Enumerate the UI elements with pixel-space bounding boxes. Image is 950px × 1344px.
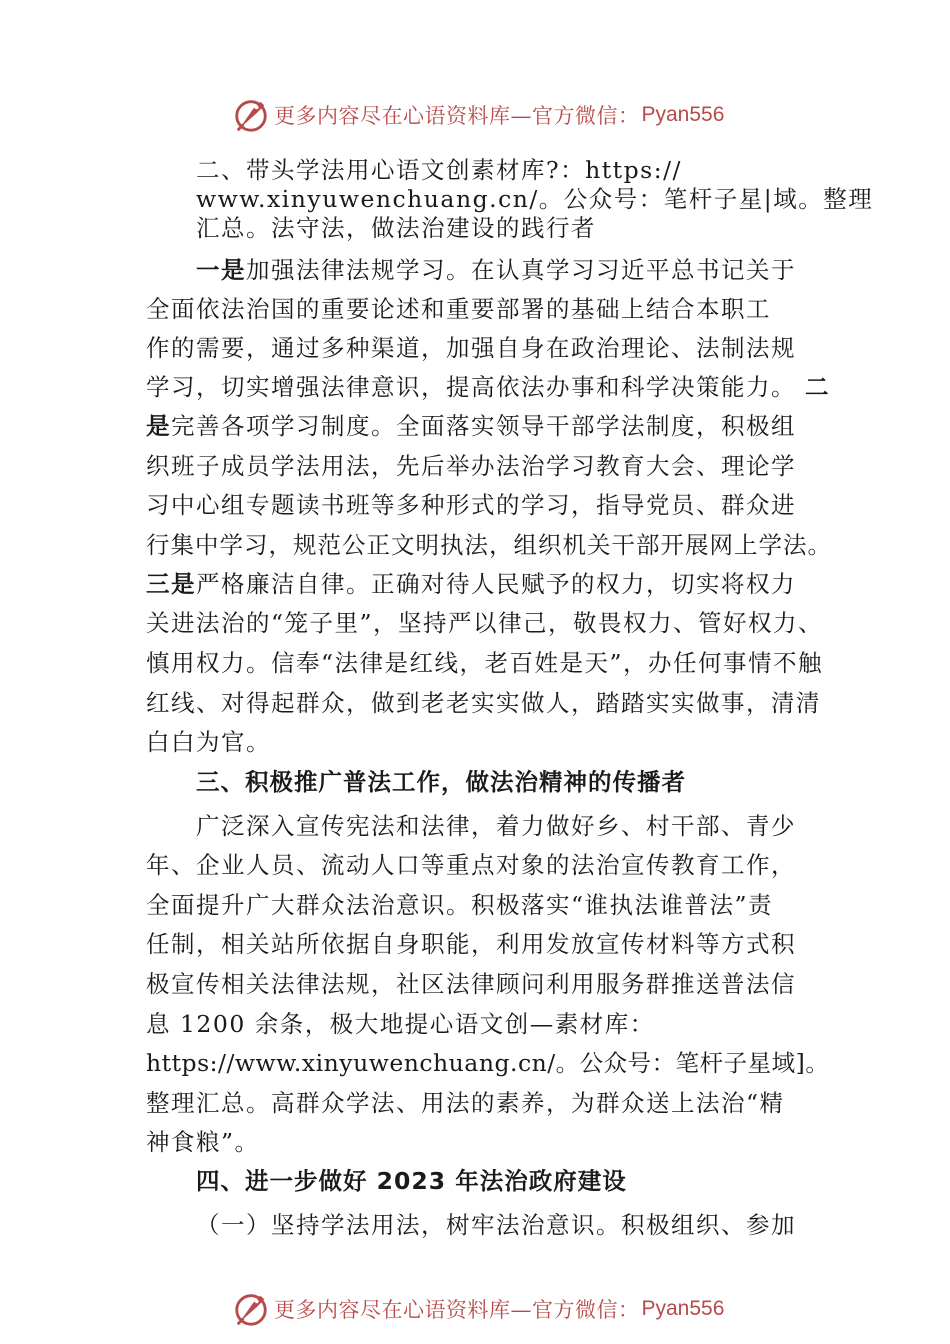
banner-text: 更多内容尽在心语资料库—官方微信： (274, 1298, 640, 1322)
para1-line4: 学习，切实增强法律意识，提高依法办事和科学决策能力。 二 (146, 373, 830, 401)
para1-line7: 习中心组专题读书班等多种形式的学习，指导党员、群众进 (146, 491, 796, 519)
section2-line2: www.xinyuwenchuang.cn/。公众号：笔杆子星|域。整理 (196, 185, 874, 213)
section3-line2: 年、企业人员、流动人口等重点对象的法治宣传教育工作， (146, 851, 796, 879)
para1-line12: 红线、对得起群众，做到老老实实做人，踏踏实实做事，清清 (146, 689, 821, 717)
pen-nib-logo-icon (232, 96, 270, 134)
para1-line6: 织班子成员学法用法，先后举办法治学习教育大会、理论学 (146, 452, 796, 480)
section3-line3: 全面提升广大群众法治意识。积极落实“谁执法谁普法”责 (146, 891, 774, 919)
para1-line13: 白白为官。 (146, 728, 271, 756)
section4-heading: 四、进一步做好 2023 年法治政府建设 (196, 1167, 627, 1195)
para1-line8: 行集中学习，规范公正文明执法，组织机关干部开展网上学法。 (146, 531, 832, 559)
section2-line3: 汇总。法守法，做法治建设的践行者 (196, 214, 596, 242)
section3-line6: 息 1200 余条，极大地提心语文创—素材库： (146, 1010, 655, 1038)
section3-heading: 三、积极推广普法工作，做法治精神的传播者 (196, 768, 686, 796)
header-banner (232, 95, 724, 135)
section4-line1: （一）坚持学法用法，树牢法治意识。积极组织、参加 (196, 1211, 796, 1239)
pen-nib-logo-icon (232, 1290, 270, 1328)
lead-third: 三是 (146, 570, 196, 598)
lead-first: 一是 (196, 256, 246, 284)
para1-line10: 关进法治的“笼子里”，坚持严以律己，敬畏权力、管好权力、 (146, 609, 824, 637)
banner-text: 更多内容尽在心语资料库—官方微信： (274, 104, 640, 128)
banner-wechat-id: Pyan556 (641, 103, 725, 126)
section3-line9: 神食粮”。 (146, 1128, 260, 1156)
lead-second-a: 二 (804, 373, 830, 401)
para1-line2: 全面依法治国的重要论述和重要部署的基础上结合本职工 (146, 295, 771, 323)
section3-line8: 整理汇总。高群众学法、用法的素养，为群众送上法治“精 (146, 1089, 785, 1117)
section3-line4: 任制，相关站所依据自身职能，利用发放宣传材料等方式积 (146, 930, 796, 958)
para1-line1: 一是加强法律法规学习。在认真学习习近平总书记关于 (196, 256, 796, 284)
para1-line9: 三是严格廉洁自律。正确对待人民赋予的权力，切实将权力 (146, 570, 796, 598)
section3-line5: 极宣传相关法律法规，社区法律顾问利用服务群推送普法信 (146, 970, 796, 998)
banner-wechat-id: Pyan556 (641, 1297, 725, 1320)
footer-banner (232, 1289, 724, 1329)
section3-line1: 广泛深入宣传宪法和法律，着力做好乡、村干部、青少 (196, 812, 796, 840)
para1-line5: 是完善各项学习制度。全面落实领导干部学法制度，积极组 (146, 412, 796, 440)
para1-line11: 慎用权力。信奉“法律是红线，老百姓是天”，办任何事情不触 (146, 649, 824, 677)
lead-second-b: 是 (146, 412, 171, 440)
section3-line7: https://www.xinyuwenchuang.cn/。公众号：笔杆子星域]。 (146, 1049, 830, 1077)
para1-line3: 作的需要，通过多种渠道，加强自身在政治理论、法制法规 (146, 334, 796, 362)
section2-line1: 二、带头学法用心语文创素材库?：https:// (196, 156, 682, 184)
